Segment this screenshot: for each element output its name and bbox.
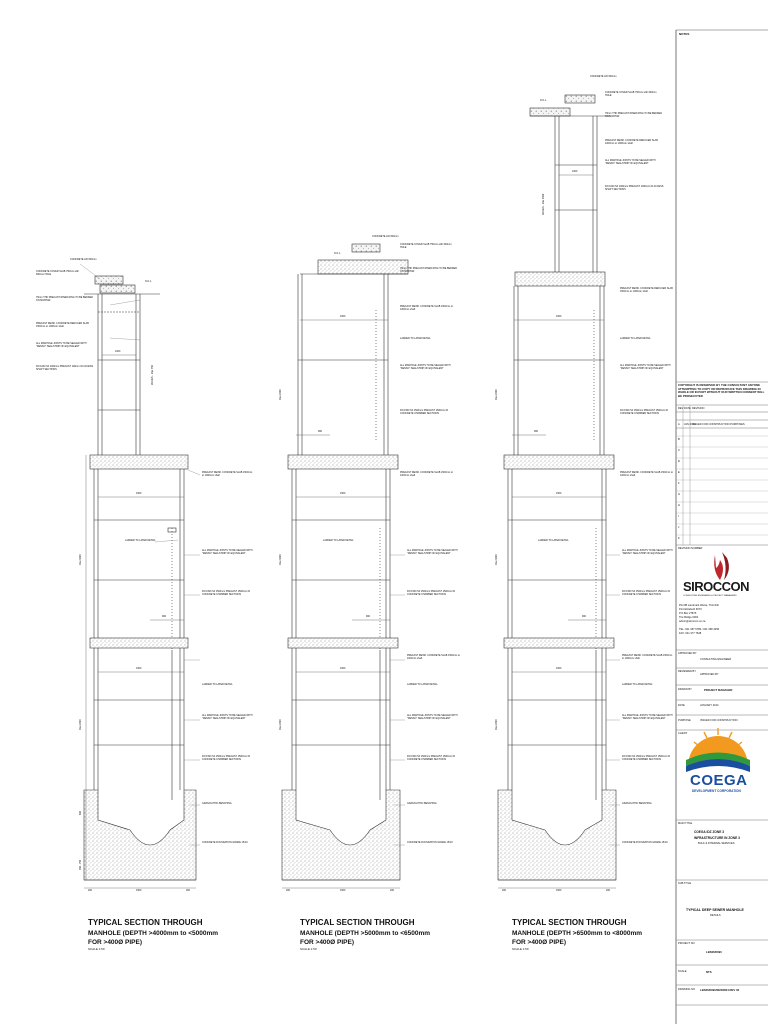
- s3-ladder1-label: LADDER TO LATER DETAIL: [538, 539, 569, 542]
- siroccon-logo-icon: [714, 552, 729, 580]
- drawn-by-value: PROJECT MANAGER: [704, 688, 733, 692]
- s2-caption-title: TYPICAL SECTION THROUGH: [300, 918, 415, 927]
- s1-dim-1500a: 1500: [136, 492, 142, 495]
- s1-dim-1000: 1000: [115, 350, 121, 353]
- s2-nol-label: N.O.L.: [334, 252, 341, 255]
- s3-nol-label: N.O.L.: [540, 99, 547, 102]
- siroccon-email: admin@siroccon.co.za: [679, 620, 706, 623]
- s3-max0-label: Max 2000: [495, 389, 498, 400]
- coega-logo-icon: [686, 728, 750, 772]
- s3-slab-label: CONCRETE COVER SLAB 750mm with 600mm HOLE: [605, 91, 657, 97]
- rev-number-g: G: [678, 493, 681, 496]
- drawing-no-value: LBS06/0090/SEW/D04 REV 00: [700, 988, 740, 992]
- s3-ladder0-label: LADDER TO LATER DETAIL: [620, 337, 651, 340]
- s1-caption-sub1: MANHOLE (DEPTH >4000mm to <5000mm: [88, 930, 219, 937]
- siroccon-fax: FAX: 041 377 7628: [679, 632, 702, 635]
- purpose-value: ISSUED FOR CONSTRUCTION: [700, 719, 738, 722]
- s1-varies-label: VARIES - Max 750: [151, 365, 154, 385]
- s1-reducer-label: PRECAST REINF. CONCRETE REDUCER SLAB 1500mm to 1000mm shaft: [36, 322, 89, 328]
- s1-foundation-label: CONCRETE FOUNDATION GRADE 15/19: [202, 841, 248, 844]
- s2-max1-label: Max 3000: [279, 554, 282, 565]
- reviewed-by-label: REVIEWED BY: [678, 670, 697, 673]
- copyright-notice: COPYRIGHT IS RESERVED BY THE CONSULTANT ANYONE ATTEMPTING TO COPY OR REPRODUCE THIS DRAWING IN WHOLE OR IN PART WITHOUT OUR WRITTEN CONSENT WILL BE PROSECUTED: [678, 383, 765, 398]
- approved-by-label: APPROVED BY: [678, 652, 697, 655]
- rev-number-k: K: [678, 537, 680, 540]
- s2-dim-900a: 900: [318, 430, 322, 433]
- s3-max1-label: Max 3000: [495, 554, 498, 565]
- s2-ring2-label: DN 1500 SF 1500mm PRECAST 1500mm ID CONCRETE CHAMBER SECTIONS: [407, 590, 456, 596]
- s3-dim-1000: 1000: [572, 170, 578, 173]
- rev-number-b: B: [678, 438, 680, 441]
- s3-dim-1500a: 1500: [556, 315, 562, 318]
- s1-dim-800: 800: [79, 811, 82, 815]
- s3-dim-1500c: 1500: [556, 667, 562, 670]
- rev-header-revision: REVISION: [692, 407, 705, 410]
- s2-foundation-label: CONCRETE FOUNDATION GRADE 15/19: [407, 841, 453, 844]
- s2-ring0-label: DN 1500 SF 1500mm PRECAST 1500mm ID CONCRETE CHAMBER SECTIONS: [400, 409, 449, 415]
- s2-dim-1500d: 1500: [340, 889, 346, 892]
- siroccon-address-1: Plot 88 Landmark Wanie, Thornhill: [679, 604, 719, 607]
- s3-dim-200b: 200: [606, 889, 610, 892]
- rev-row-rev: A: [678, 423, 680, 426]
- date-value: JANUARY 2014: [700, 704, 719, 707]
- s2-dim-900b: 900: [366, 615, 370, 618]
- rev-number-d: D: [678, 460, 680, 463]
- rev-number-h: H: [678, 504, 680, 507]
- s3-max2-label: Max 2000: [495, 719, 498, 730]
- s1-dim-1500b: 1500: [136, 667, 142, 670]
- s2-dim-200a: 200: [286, 889, 290, 892]
- s1-max2-label: Max 2000: [79, 719, 82, 730]
- rev-number-e: E: [678, 471, 680, 474]
- client-label: CLIENT: [678, 732, 688, 735]
- rev-header-rev: REV: [678, 407, 684, 410]
- notes-header: NOTES: [679, 32, 690, 36]
- siroccon-tel: TEL: 041 367 6789 / 041 368 4256: [679, 628, 720, 631]
- coega-subtitle: DEVELOPMENT CORPORATION: [692, 789, 741, 793]
- drawing-title-sub: DETAILS: [710, 914, 721, 917]
- rev-number-c: C: [678, 449, 680, 452]
- s3-reducer-label: PRECAST REINF. CONCRETE REDUCER SLAB 1500mm to 1000mm shaft: [620, 287, 673, 293]
- drawing-title: TYPICAL DEEP SEWER MANHOLE: [686, 908, 744, 912]
- s2-lid-label: CONCRETE LID 600mm: [372, 235, 399, 238]
- siroccon-wordmark: SIROCCON: [683, 579, 750, 594]
- s2-dim-1500a: 1500: [340, 315, 346, 318]
- s3-dim-200a: 200: [502, 889, 506, 892]
- rev-row-date: JAN 2014: [684, 423, 696, 426]
- s3-joints2-label: ALL MANHOLE JOINTS TO BE SEALED WITH "DENSO" SEALSTRIP OF EQUIVALENT: [622, 549, 673, 555]
- scale-value: NTS: [706, 970, 712, 974]
- s1-caption-title: TYPICAL SECTION THROUGH: [88, 918, 203, 927]
- s3-reducer0-label: PRECAST REINF. CONCRETE REDUCER SLAB 1000mm to 1000mm shaft: [605, 139, 658, 145]
- s2-slab-label: CONCRETE COVER SLAB 750mm with 600mm HOLE: [400, 243, 452, 249]
- s1-shaft-label: DN 1000 SF 1000mm PRECAST 100mm ID ACCESS SHAFT SECTIONS: [36, 365, 94, 371]
- main-title-label: MAIN TITLE: [678, 822, 693, 825]
- s2-reducer2-label: PRECAST REINF. CONCRETE SLAB 1500mm to 1000mm shaft: [407, 654, 460, 660]
- s3-reducer2-label: PRECAST REINF. CONCRETE SLAB 1500mm to 1000mm shaft: [622, 654, 673, 660]
- s1-dim-200a: 200: [88, 889, 92, 892]
- s3-joints-label: ALL MANHOLE JOINTS TO BE SEALED WITH "DENSO" SEALSTRIP OF EQUIVALENT: [620, 364, 671, 370]
- s2-max0-label: Max 2000: [279, 389, 282, 400]
- s2-joints2-label: ALL MANHOLE JOINTS TO BE SEALED WITH "DENSO" SEALSTRIP OF EQUIVALENT: [407, 549, 458, 555]
- s2-caption-sub2: FOR >400Ø PIPE): [300, 939, 355, 946]
- s3-lid-label: CONCRETE LID 600mm: [590, 75, 617, 78]
- s3-foundation-label: CONCRETE FOUNDATION GRADE 15/19: [622, 841, 668, 844]
- s3-dim-900a: 900: [534, 430, 538, 433]
- coega-wordmark: COEGA: [690, 772, 748, 789]
- s3-caption-title: TYPICAL SECTION THROUGH: [512, 918, 627, 927]
- s3-caption-sub2: FOR >400Ø PIPE): [512, 939, 567, 946]
- date-label: DATE: [678, 704, 685, 707]
- rev-number-j: J: [678, 526, 680, 529]
- s1-dim-1500c: 1500: [136, 889, 142, 892]
- s1-benching-label: GRANOLITHIC BENCHING: [202, 802, 232, 805]
- s1-dim-200b: 200: [186, 889, 190, 892]
- s2-ladder0-label: LADDER TO LATER DETAIL: [400, 337, 431, 340]
- s3-ring3-label: DN 1500 SF 1500mm PRECAST 1500mm ID CONCRETE CHAMBER SECTIONS: [622, 755, 671, 761]
- rev-number-i: I: [678, 515, 679, 518]
- revision-number-label: REVISION NUMBER: [678, 547, 703, 550]
- reviewed-by-value: APPROVED BY: [700, 673, 719, 676]
- s1-lid-label: CONCRETE LID 600mm: [70, 258, 97, 261]
- s2-dim-200b: 200: [390, 889, 394, 892]
- s1-slab-label: CONCRETE COVER SLAB 750mm with 600mm HOLE: [36, 270, 79, 276]
- s1-joints-label: ALL MANHOLE JOINTS TO BE SEALED WITH "DENSO" SEALSTRIP OF EQUIVALENT: [36, 342, 87, 348]
- s1-max1-label: Max 3000: [79, 554, 82, 565]
- s1-nol-label: N.O.L.: [145, 280, 152, 283]
- s3-joints3-label: ALL MANHOLE JOINTS TO BE SEALED WITH "DENSO" SEALSTRIP OF EQUIVALENT: [622, 714, 673, 720]
- approved-by-value: CONSULTING ENGINEER: [700, 658, 732, 661]
- s3-dim-1500b: 1500: [556, 492, 562, 495]
- s3-caption-scale: SCALE 1:50: [512, 947, 529, 951]
- s3-joints0-label: ALL MANHOLE JOINTS TO BE SEALED WITH "DENSO" SEALSTRIP OF EQUIVALENT: [605, 159, 656, 165]
- project-no-value: LBS06/0090: [706, 950, 722, 954]
- siroccon-tagline: CONSULTING ENGINEERS & PROJECT MANAGERS: [683, 595, 737, 597]
- siroccon-address-4: The Bridge 6002: [679, 616, 699, 619]
- s3-ring-label: 75mm THK PRECAST RISER RING TO BE BEDDED ON MORTAR: [605, 112, 662, 118]
- s2-max2-label: Max 2000: [279, 719, 282, 730]
- s1-joints2-label: ALL MANHOLE JOINTS TO BE SEALED WITH "DENSO" SEALSTRIP OF EQUIVALENT: [202, 549, 253, 555]
- s2-ladder1-label: LADDER TO LATER DETAIL: [323, 539, 354, 542]
- purpose-label: PURPOSE: [678, 719, 691, 722]
- sub-title-label: SUB TITLE: [678, 882, 692, 885]
- section-1-manhole: [84, 276, 196, 880]
- s2-joints3-label: ALL MANHOLE JOINTS TO BE SEALED WITH "DENSO" SEALSTRIP OF EQUIVALENT: [407, 714, 458, 720]
- s3-ring2-label: DN 1500 SF 1500mm PRECAST 1500mm ID CONCRETE CHAMBER SECTIONS: [622, 590, 671, 596]
- s3-dim-1500d: 1500: [556, 889, 562, 892]
- leader-lines: [80, 264, 620, 845]
- s3-varies-label: VARIES - Max 2500: [542, 193, 545, 215]
- drawing-no-label: DRAWING NO: [678, 988, 696, 991]
- rev-row-revision: ISSUED FOR CONSTRUCTION PURPOSES: [692, 423, 745, 426]
- s1-dim-350: 350 - 750: [79, 859, 82, 870]
- siroccon-address-2: Port Elizabeth 6070: [679, 608, 702, 611]
- s1-ring2-label: DN 1500 SF 1500mm PRECAST 1500mm ID CONCRETE CHAMBER SECTIONS: [202, 590, 251, 596]
- rev-number-f: F: [678, 482, 680, 485]
- s3-dim-900b: 900: [582, 615, 586, 618]
- s1-caption-scale: SCALE 1:50: [88, 947, 105, 951]
- rev-header-date: DATE: [684, 407, 691, 410]
- project-line-2: INFRASTRUCTURE IN ZONE 3: [694, 836, 740, 840]
- siroccon-address-3: P.O.Box 27876: [679, 612, 697, 615]
- s3-reducer1-label: PRECAST REINF. CONCRETE SLAB 1500mm to 1000mm shaft: [620, 471, 673, 477]
- s2-caption-sub1: MANHOLE (DEPTH >5000mm to <6500mm: [300, 930, 431, 937]
- drawn-by-label: DRAWN BY: [678, 688, 692, 691]
- project-line-3: BULK & INTERNAL SERVICES: [698, 842, 735, 845]
- s1-reducer2-label: PRECAST REINF. CONCRETE SLAB 1500mm to 1000mm shaft: [202, 471, 253, 477]
- s3-caption-sub1: MANHOLE (DEPTH >6500mm to <8000mm: [512, 930, 643, 937]
- s3-shaft-label: DN 1000 SF 1000mm PRECAST 1000mm ID ACCESS SHAFT SECTIONS: [605, 185, 664, 191]
- s2-caption-scale: SCALE 1:50: [300, 947, 317, 951]
- s2-ladder2-label: LADDER TO LATER DETAIL: [407, 683, 438, 686]
- s1-ladder2-label: LADDER TO LATER DETAIL: [202, 683, 233, 686]
- s2-ring-label: 75mm THK PRECAST RISER RING TO BE BEDDED ON MORTAR: [400, 267, 457, 273]
- s1-dim-900: 900: [162, 615, 166, 618]
- s3-benching-label: GRANOLITHIC BENCHING: [622, 802, 652, 805]
- s1-joints3-label: ALL MANHOLE JOINTS TO BE SEALED WITH "DENSO" SEALSTRIP OF EQUIVALENT: [202, 714, 253, 720]
- s2-dim-1500b: 1500: [340, 492, 346, 495]
- s2-reducer-label: PRECAST REINF. CONCRETE SLAB 1500mm to 1000mm shaft: [400, 305, 453, 311]
- s1-ring3-label: DN 1500 SF 1500mm PRECAST 1500mm ID CONCRETE CHAMBER SECTIONS: [202, 755, 251, 761]
- s2-dim-1500c: 1500: [340, 667, 346, 670]
- project-line-1: COEGA IDZ ZONE 3: [694, 830, 724, 834]
- s1-ladder1-label: LADDER TO LATER DETAIL: [125, 539, 156, 542]
- scale-label: SCALE: [678, 970, 687, 973]
- s2-ring3-label: DN 1500 SF 1500mm PRECAST 1500mm ID CONCRETE CHAMBER SECTIONS: [407, 755, 456, 761]
- s1-caption-sub2: FOR >400Ø PIPE): [88, 939, 143, 946]
- s2-reducer1-label: PRECAST REINF. CONCRETE SLAB 1500mm to 1000mm shaft: [400, 471, 453, 477]
- s3-ladder2-label: LADDER TO LATER DETAIL: [622, 683, 653, 686]
- s2-benching-label: GRANOLITHIC BENCHING: [407, 802, 437, 805]
- project-no-label: PROJECT NO: [678, 942, 695, 945]
- s1-ring-label: 75mm THK PRECAST RISER RING TO BE BEDDED ON MORTAR: [36, 296, 93, 302]
- s2-joints-label: ALL MANHOLE JOINTS TO BE SEALED WITH "DENSO" SEALSTRIP OF EQUIVALENT: [400, 364, 451, 370]
- s3-ring0-label: DN 1500 SF 1500mm PRECAST 1500mm ID CONCRETE CHAMBER SECTIONS: [620, 409, 669, 415]
